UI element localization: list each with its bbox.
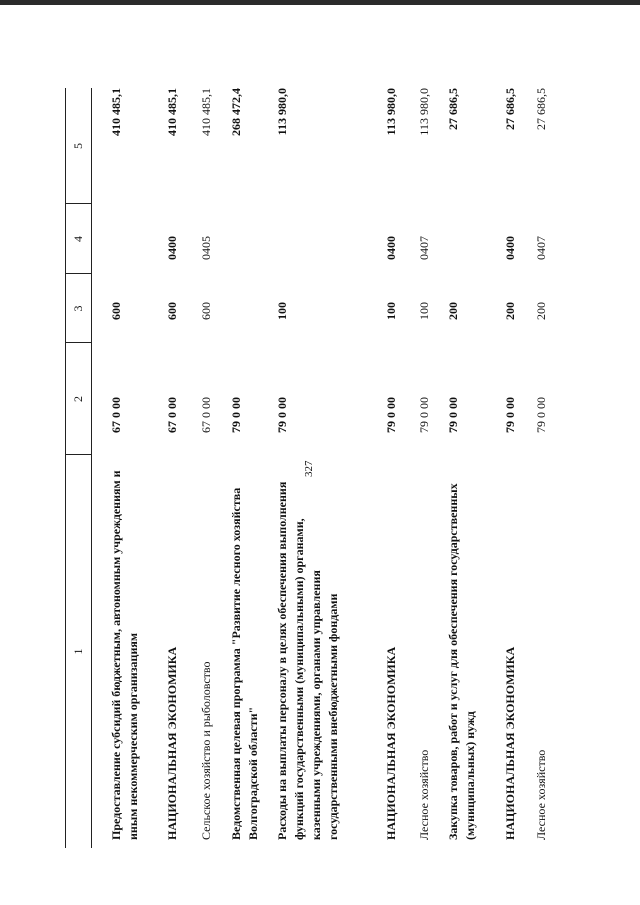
row-code-cell: 67 0 00 xyxy=(165,397,179,433)
column-header-3: 3 xyxy=(71,305,85,312)
row-amount-cell: 113 980,0 xyxy=(384,88,398,136)
row-name-cell: НАЦИОНАЛЬНАЯ ЭКОНОМИКА xyxy=(165,646,179,840)
row-amount-cell: 113 980,0 xyxy=(275,88,289,136)
budget-table xyxy=(65,88,560,848)
row-section-cell: 0407 xyxy=(417,236,431,260)
row-code-cell: 79 0 00 xyxy=(229,397,243,433)
row-amount-cell: 113 980,0 xyxy=(417,88,431,136)
row-amount-cell: 27 686,5 xyxy=(446,88,460,130)
row-type-cell: 100 xyxy=(275,302,289,320)
column-header-5: 5 xyxy=(71,143,85,149)
column-header-4: 4 xyxy=(71,236,85,242)
row-code-cell: 67 0 00 xyxy=(109,397,123,433)
row-code-cell: 79 0 00 xyxy=(384,397,398,433)
row-amount-cell: 27 686,5 xyxy=(534,88,548,130)
row-amount-cell: 27 686,5 xyxy=(503,88,517,130)
row-amount-cell: 410 485,1 xyxy=(199,88,213,136)
row-type-cell: 200 xyxy=(503,302,517,320)
row-name-cell: НАЦИОНАЛЬНАЯ ЭКОНОМИКА xyxy=(384,646,398,840)
row-code-cell: 79 0 00 xyxy=(503,397,517,433)
row-section-cell: 0400 xyxy=(165,236,179,260)
scan-top-edge xyxy=(0,0,640,5)
row-type-cell: 100 xyxy=(384,302,398,320)
row-code-cell: 79 0 00 xyxy=(446,397,460,433)
row-amount-cell: 410 485,1 xyxy=(109,88,123,136)
column-header-2: 2 xyxy=(71,396,85,402)
column-header-1: 1 xyxy=(71,648,85,655)
row-code-cell: 79 0 00 xyxy=(534,397,548,433)
row-type-cell: 200 xyxy=(534,302,548,320)
row-type-cell: 100 xyxy=(417,302,431,320)
row-name-cell: Лесное хозяйство xyxy=(417,749,431,840)
row-name-cell: Расходы на выплаты персоналу в целях обеспечения выполнения функций государственными (муниципальными) органами, казенными учреждениями, органами управления государственными внебюджетными фондами xyxy=(275,481,340,840)
row-name-cell: Сельское хозяйство и рыболовство xyxy=(199,661,213,840)
row-section-cell: 0400 xyxy=(503,236,517,260)
row-name-cell: Закупка товаров, работ и услуг для обеспечения государственных (муниципальных) нужд xyxy=(446,483,477,840)
row-name-cell: Предоставление субсидий бюджетным, автономным учреждениям и иным некоммерческим организациям xyxy=(109,470,140,840)
page-number: 327 xyxy=(303,460,315,477)
row-type-cell: 600 xyxy=(165,302,179,320)
table-header xyxy=(65,88,92,848)
row-section-cell: 0405 xyxy=(199,236,213,260)
row-amount-cell: 410 485,1 xyxy=(165,88,179,136)
row-code-cell: 79 0 00 xyxy=(417,397,431,433)
row-section-cell: 0407 xyxy=(534,236,548,260)
row-name-cell: Ведомственная целевая программа "Развитие лесного хозяйства Волгоградской области" xyxy=(229,487,260,840)
row-amount-cell: 268 472,4 xyxy=(229,88,243,136)
row-section-cell: 0400 xyxy=(384,236,398,260)
row-type-cell: 200 xyxy=(446,302,460,320)
row-name-cell: Лесное хозяйство xyxy=(534,749,548,840)
row-code-cell: 79 0 00 xyxy=(275,397,289,433)
row-name-cell: НАЦИОНАЛЬНАЯ ЭКОНОМИКА xyxy=(503,646,517,840)
row-type-cell: 600 xyxy=(109,302,123,320)
row-type-cell: 600 xyxy=(199,302,213,320)
row-code-cell: 67 0 00 xyxy=(199,397,213,433)
